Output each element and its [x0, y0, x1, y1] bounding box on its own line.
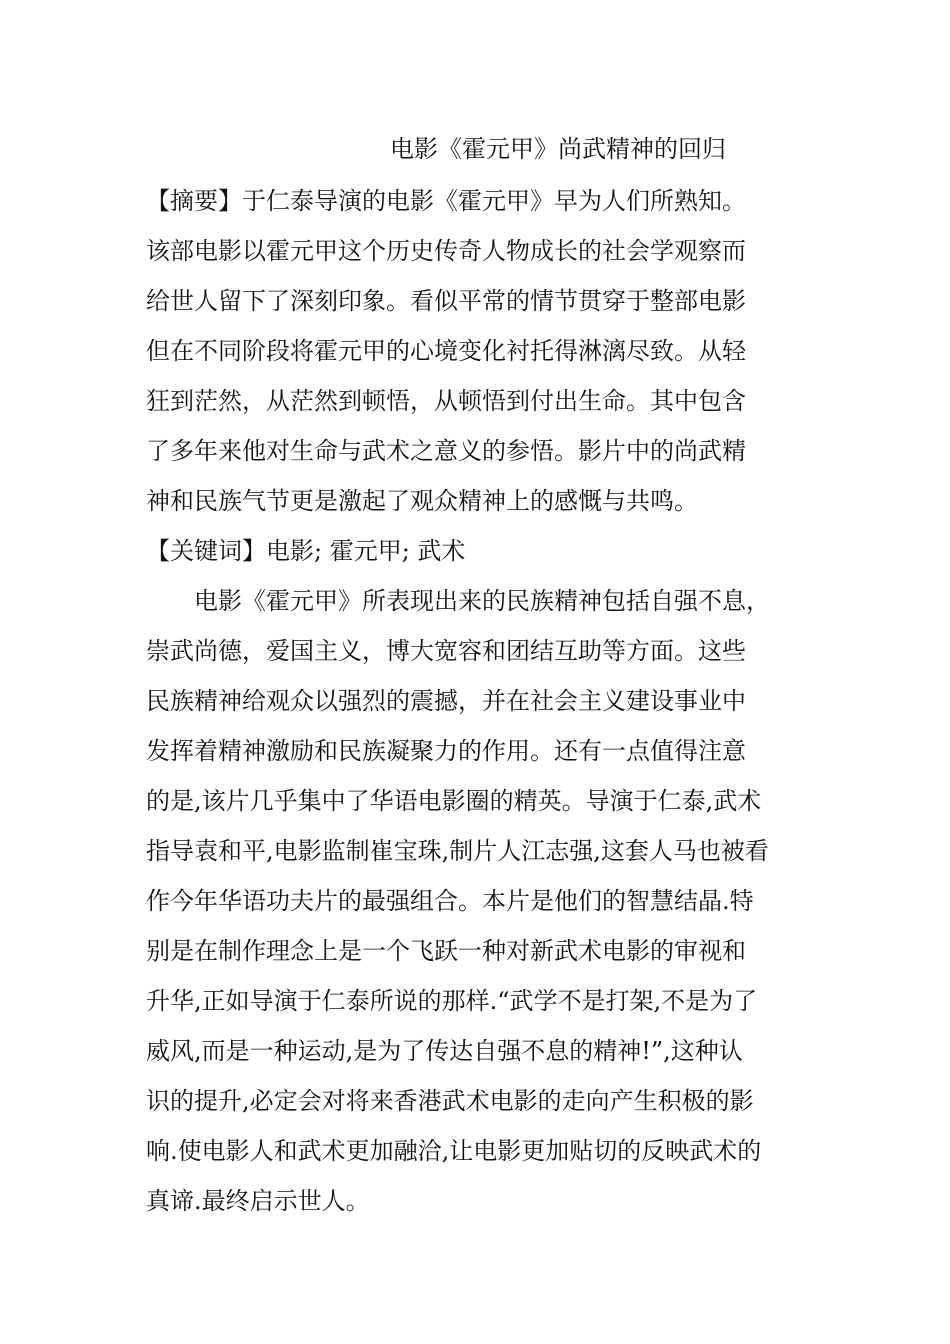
body-line: 真谛.最终启示世人。	[146, 1187, 370, 1215]
abstract-line: 给世人留下了深刻印象。看似平常的情节贯穿于整部电影	[146, 287, 746, 315]
abstract-line: 神和民族气节更是激起了观众精神上的感慨与共鸣。	[146, 487, 698, 515]
body-line: 电影《霍元甲》所表现出来的民族精神包括自强不息，	[194, 587, 770, 615]
body-line: 升华,正如导演于仁泰所说的那样.“武学不是打架,不是为了	[146, 987, 758, 1015]
abstract-line: 但在不同阶段将霍元甲的心境变化衬托得淋漓尽致。从轻	[146, 337, 746, 365]
body-line: 民族精神给观众以强烈的震撼，并在社会主义建设事业中	[146, 687, 746, 715]
body-line: 响.使电影人和武术更加融洽,让电影更加贴切的反映武术的	[146, 1137, 762, 1165]
document-title: 电影《霍元甲》尚武精神的回归	[390, 135, 726, 163]
body-line: 作今年华语功夫片的最强组合。本片是他们的智慧结晶.特	[146, 887, 754, 915]
body-line: 的是,该片几乎集中了华语电影圈的精英。导演于仁泰,武术	[146, 787, 762, 815]
body-line: 发挥着精神激励和民族凝聚力的作用。还有一点值得注意	[146, 737, 746, 765]
abstract-line: 了多年来他对生命与武术之意义的参悟。影片中的尚武精	[146, 437, 746, 465]
keywords-line: 【关键词】电影; 霍元甲; 武术	[146, 537, 466, 565]
abstract-line: 狂到茫然，从茫然到顿悟，从顿悟到付出生命。其中包含	[146, 387, 746, 415]
body-line: 指导袁和平,电影监制崔宝珠,制片人江志强,这套人马也被看	[146, 837, 769, 865]
abstract-line: 【摘要】于仁泰导演的电影《霍元甲》早为人们所熟知。	[146, 187, 746, 215]
abstract-line: 该部电影以霍元甲这个历史传奇人物成长的社会学观察而	[146, 237, 746, 265]
body-line: 识的提升,必定会对将来香港武术电影的走向产生积极的影	[146, 1087, 754, 1115]
body-line: 崇武尚德，爱国主义，博大宽容和团结互助等方面。这些	[146, 637, 746, 665]
body-line: 别是在制作理念上是一个飞跃一种对新武术电影的审视和	[146, 937, 746, 965]
body-line: 威风,而是一种运动,是为了传达自强不息的精神!”,这种认	[146, 1037, 743, 1065]
